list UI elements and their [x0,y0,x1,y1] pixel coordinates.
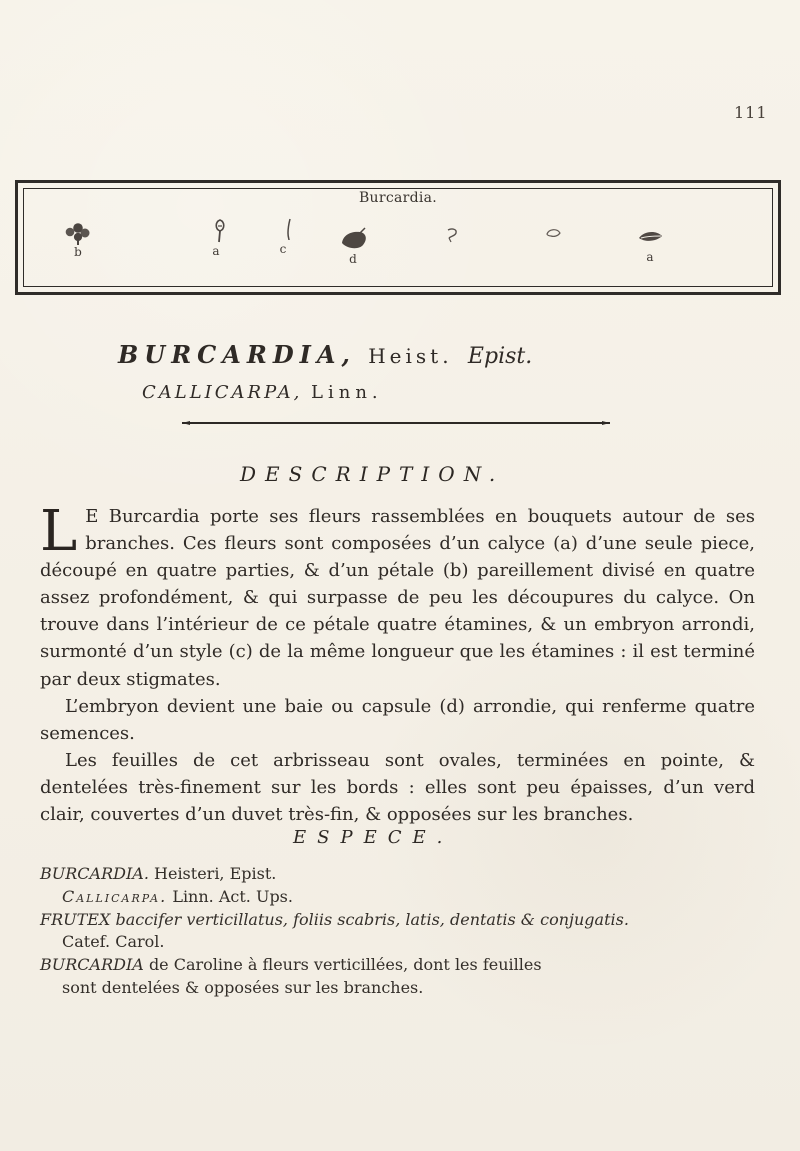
figure-a1 [196,217,236,258]
genus-name: BURCARDIA [118,340,342,369]
fruit-icon [329,225,377,253]
synonym-row-1-text: Heisteri, Epist. [154,864,277,883]
figure-a2 [621,223,679,264]
page-number: 111 [734,103,768,122]
synonym-row-1-name: BURCARDIA. [40,864,149,883]
paragraph-2: L’embryon devient une baie ou capsule (d) arrondie, qui renferme quatre semences. [40,695,755,744]
genus-abbr: Epist. [467,344,533,369]
genus-author: Heist. [368,344,453,368]
description-heading: DESCRIPTION. [240,462,505,486]
synonym-row-3 [40,909,770,932]
drop-cap: L [40,499,78,564]
flower-cluster-icon [54,218,102,246]
synonym-row-6: sont dentelées & opposées sur les branches. [62,977,424,997]
synonym-block [40,863,770,1000]
synonym-heading: CALLICARPA, Linn. [142,382,383,403]
paragraph-1-text: E Burcardia porte ses fleurs rassemblées en bouquets autour de ses branches. Ces fleurs sont composées d’un calyce (a) d’une seule piece, découpé en quatre parties, & d’un pétale (b) pareillement divisé en quatre assez profondément, & qui surpasse de peu les découpures du calyce. On trouve dans l’intérieur de ce pétale quatre étamines, & un embryon arrondi, surmonté d’un style (c) de la même longueur que les étamines : il est terminé par deux stigmates. [40,506,755,690]
synonym-row-4: Catef. Carol. [62,932,165,952]
leaf-icon [626,223,674,251]
synonym-row-5-text: de Caroline à fleurs verticillées, dont les feuilles [148,955,542,975]
ornament-rule [180,420,612,426]
synonym-name: CALLICARPA [142,382,294,403]
figure-stamen [427,223,457,250]
stamen-icon [427,223,475,251]
espece-heading: ESPECE. [293,827,454,848]
synonym-row-2-name: Callicarpa. [62,886,168,906]
synonym-row-2-text: Linn. Act. Ups. [172,886,293,906]
synonym-row-5-name: BURCARDIA [40,955,144,975]
synonym-row-3-text: baccifer verticillatus, foliis scabris, latis, dentatis & conjugatis. [115,909,629,929]
figure-petal [529,223,559,250]
plate-title: Burcardia. [358,190,438,206]
paragraph-1 [40,499,755,693]
figure-label-a2: a [646,250,654,264]
figure-c [266,215,300,256]
synonym-row-1 [40,863,770,886]
genus-heading: BURCARDIA, Heist. Epist. [118,340,533,369]
synonym-row-5 [40,954,770,977]
figure-label-a1: a [212,244,220,258]
figure-d [323,225,383,266]
botanical-plate [15,180,781,295]
figure-b [48,218,108,259]
paragraph-3: Les feuilles de cet arbrisseau sont ovales, terminées en pointe, & dentelées très-finement sur les bords : elles sont peu épaisses, d’un verd clair, couvertes d’un duvet très-fin, & opposées sur les branches. [40,749,755,826]
figure-label-d: d [349,252,357,266]
figure-label-b: b [74,245,82,259]
synonym-row-2 [40,886,770,909]
petal-icon [529,223,577,251]
synonym-row-3-name: FRUTEX [40,909,111,929]
calyx-icon [196,217,244,245]
style-icon [266,215,314,243]
synonym-author: Linn. [311,382,383,403]
figure-label-c: c [279,242,287,256]
description-body [40,499,755,828]
